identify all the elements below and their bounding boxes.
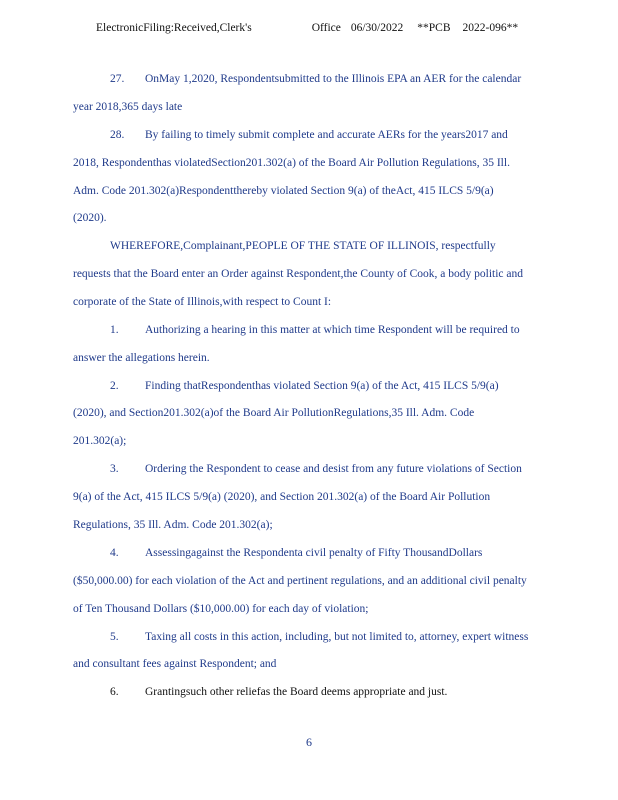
item-1-number: 1.: [110, 324, 119, 336]
item-1-line-2: answer the allegations herein.: [73, 352, 210, 364]
paragraph-28-line-1: By failing to timely submit complete and accurate AERs for the years2017 and: [145, 129, 508, 141]
wherefore-line-1: WHEREFORE,Complainant,PEOPLE OF THE STATE OF ILLINOIS, respectfully: [110, 240, 496, 252]
paragraph-27-number: 27.: [110, 73, 125, 85]
item-4-number: 4.: [110, 547, 119, 559]
item-3-line-3: Regulations, 35 Ill. Adm. Code 201.302(a);: [73, 519, 273, 531]
item-3-line-2: 9(a) of the Act, 415 ILCS 5/9(a) (2020), and Section 201.302(a) of the Board Air Pollution: [73, 491, 491, 503]
item-3-line-1: Ordering the Respondent to cease and desist from any future violations of Section: [145, 463, 522, 475]
wherefore-line-2: requests that the Board enter an Order against Respondent,the County of Cook, a body politic and: [73, 268, 523, 280]
item-4-line-2: ($50,000.00) for each violation of the Act and pertinent regulations, and an additional civil penalty: [73, 575, 527, 587]
paragraph-27-line-1: OnMay 1,2020, Respondentsubmitted to the Illinois EPA an AER for the calendar: [145, 73, 522, 85]
item-4-line-3: of Ten Thousand Dollars ($10,000.00) for each day of violation;: [73, 603, 369, 615]
paragraph-28-line-3: Adm. Code 201.302(a)Respondentthereby violated Section 9(a) of theAct, 415 ILCS 5/9(a): [73, 185, 494, 197]
item-2-number: 2.: [110, 380, 119, 392]
paragraph-28-number: 28.: [110, 129, 125, 141]
item-3-number: 3.: [110, 463, 119, 475]
item-6-number: 6.: [110, 686, 119, 698]
paragraph-28-line-2: 2018, Respondenthas violatedSection201.302(a) of the Board Air Pollution Regulations, 35 Ill.: [73, 157, 510, 169]
header-case-number: 2022-096**: [462, 22, 519, 34]
page-number: 6: [306, 735, 312, 749]
item-2-line-1: Finding thatRespondenthas violated Section 9(a) of the Act, 415 ILCS 5/9(a): [145, 380, 499, 392]
item-5-number: 5.: [110, 631, 119, 643]
header-office: Office: [311, 22, 341, 34]
item-6-line-1: Grantingsuch other reliefas the Board deems appropriate and just.: [145, 686, 448, 698]
item-2-line-3: 201.302(a);: [73, 435, 127, 447]
filing-header: [96, 22, 566, 34]
item-2-line-2: (2020), and Section201.302(a)of the Board Air PollutionRegulations,35 Ill. Adm. Code: [73, 407, 475, 419]
item-5-line-1: Taxing all costs in this action, including, but not limited to, attorney, expert witness: [145, 631, 529, 643]
header-date: 06/30/2022: [350, 22, 404, 34]
wherefore-line-3: corporate of the State of Illinois,with respect to Count I:: [73, 296, 332, 308]
header-filing: ElectronicFiling:Received,Clerk's: [96, 22, 252, 34]
item-4-line-1: Assessingagainst the Respondenta civil penalty of Fifty ThousandDollars: [145, 547, 483, 559]
header-pcb: **PCB: [417, 22, 451, 34]
item-5-line-2: and consultant fees against Respondent; and: [73, 658, 277, 670]
item-1-line-1: Authorizing a hearing in this matter at which time Respondent will be required to: [145, 324, 520, 336]
paragraph-27-line-2: year 2018,365 days late: [73, 101, 183, 113]
paragraph-28-line-4: (2020).: [73, 212, 107, 224]
